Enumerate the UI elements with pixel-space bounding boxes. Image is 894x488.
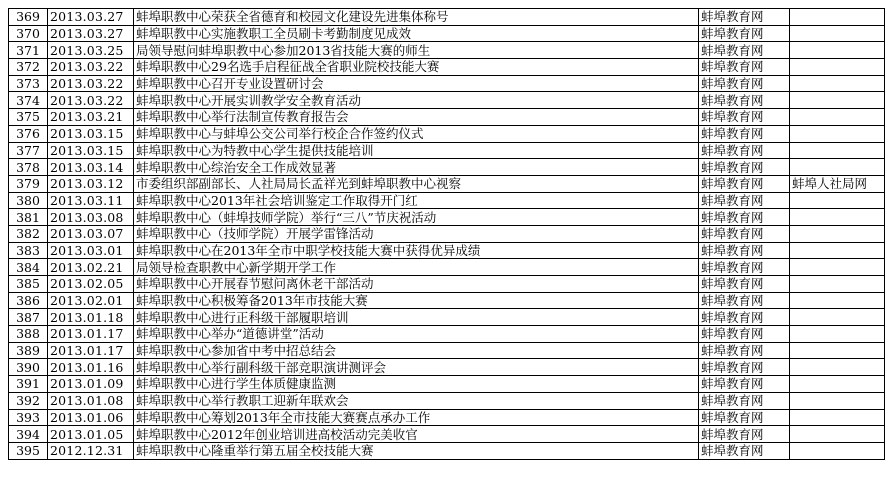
extra-source-cell[interactable] <box>790 259 885 276</box>
source-cell[interactable]: 蚌埠教育网 <box>699 109 790 126</box>
extra-source-cell[interactable] <box>790 292 885 309</box>
table-row <box>9 75 885 92</box>
row-number-cell[interactable]: 386 <box>9 292 48 309</box>
table-row <box>9 109 885 126</box>
source-cell[interactable]: 蚌埠教育网 <box>699 225 790 242</box>
table-row <box>9 175 885 192</box>
date-cell[interactable]: 2013.02.21 <box>48 259 134 276</box>
date-cell[interactable]: 2013.03.25 <box>48 42 134 59</box>
date-cell[interactable]: 2013.03.27 <box>48 25 134 42</box>
extra-source-cell[interactable] <box>790 9 885 26</box>
news-table <box>8 8 885 460</box>
source-cell[interactable]: 蚌埠教育网 <box>699 276 790 293</box>
extra-source-cell[interactable] <box>790 276 885 293</box>
title-cell[interactable]: 局领导慰问蚌埠职教中心参加2013省技能大赛的师生 <box>134 42 699 59</box>
extra-source-cell[interactable] <box>790 25 885 42</box>
extra-source-cell[interactable] <box>790 75 885 92</box>
title-cell[interactable]: 蚌埠职教中心实施教职工全员刷卡考勤制度见成效 <box>134 25 699 42</box>
title-cell[interactable]: 蚌埠职教中心进行学生体质健康监测 <box>134 376 699 393</box>
title-cell[interactable]: 蚌埠职教中心（技师学院）开展学雷锋活动 <box>134 225 699 242</box>
row-number-cell[interactable]: 378 <box>9 159 48 176</box>
title-cell[interactable]: 蚌埠职教中心举行副科级干部竞职演讲测评会 <box>134 359 699 376</box>
source-cell[interactable]: 蚌埠教育网 <box>699 409 790 426</box>
row-number-cell[interactable]: 394 <box>9 426 48 443</box>
table-row <box>9 442 885 459</box>
date-cell[interactable]: 2013.01.05 <box>48 426 134 443</box>
date-cell[interactable]: 2013.03.14 <box>48 159 134 176</box>
source-cell[interactable]: 蚌埠教育网 <box>699 59 790 76</box>
extra-source-cell[interactable] <box>790 326 885 343</box>
source-cell[interactable]: 蚌埠教育网 <box>699 309 790 326</box>
extra-source-cell[interactable] <box>790 109 885 126</box>
date-cell[interactable]: 2013.03.08 <box>48 209 134 226</box>
extra-source-cell[interactable] <box>790 409 885 426</box>
title-cell[interactable]: 蚌埠职教中心为特教中心学生提供技能培训 <box>134 142 699 159</box>
source-cell[interactable]: 蚌埠教育网 <box>699 292 790 309</box>
row-number-cell[interactable]: 382 <box>9 225 48 242</box>
row-number-cell[interactable]: 384 <box>9 259 48 276</box>
table-row <box>9 376 885 393</box>
extra-source-cell[interactable] <box>790 442 885 459</box>
table-row <box>9 142 885 159</box>
extra-source-cell[interactable] <box>790 42 885 59</box>
date-cell[interactable]: 2012.12.31 <box>48 442 134 459</box>
row-number-cell[interactable]: 385 <box>9 276 48 293</box>
date-cell[interactable]: 2013.03.11 <box>48 192 134 209</box>
date-cell[interactable]: 2013.03.12 <box>48 175 134 192</box>
extra-source-cell[interactable] <box>790 125 885 142</box>
table-row <box>9 326 885 343</box>
date-cell[interactable]: 2013.01.16 <box>48 359 134 376</box>
table-row <box>9 92 885 109</box>
source-cell[interactable]: 蚌埠教育网 <box>699 426 790 443</box>
row-number-cell[interactable]: 390 <box>9 359 48 376</box>
extra-source-cell[interactable] <box>790 192 885 209</box>
source-cell[interactable]: 蚌埠教育网 <box>699 342 790 359</box>
extra-source-cell[interactable] <box>790 225 885 242</box>
date-cell[interactable]: 2013.01.08 <box>48 392 134 409</box>
row-number-cell[interactable]: 393 <box>9 409 48 426</box>
row-number-cell[interactable]: 387 <box>9 309 48 326</box>
row-number-cell[interactable]: 380 <box>9 192 48 209</box>
source-cell[interactable]: 蚌埠教育网 <box>699 42 790 59</box>
row-number-cell[interactable]: 389 <box>9 342 48 359</box>
source-cell[interactable]: 蚌埠教育网 <box>699 159 790 176</box>
row-number-cell[interactable]: 376 <box>9 125 48 142</box>
table-row <box>9 209 885 226</box>
source-cell[interactable]: 蚌埠教育网 <box>699 9 790 26</box>
table-row <box>9 309 885 326</box>
title-cell[interactable]: 蚌埠职教中心召开专业设置研讨会 <box>134 75 699 92</box>
source-cell[interactable]: 蚌埠教育网 <box>699 92 790 109</box>
extra-source-cell[interactable] <box>790 392 885 409</box>
extra-source-cell[interactable] <box>790 142 885 159</box>
source-cell[interactable]: 蚌埠教育网 <box>699 259 790 276</box>
title-cell[interactable]: 蚌埠职教中心29名选手启程征战全省职业院校技能大赛 <box>134 59 699 76</box>
date-cell[interactable]: 2013.02.05 <box>48 276 134 293</box>
extra-source-cell[interactable] <box>790 92 885 109</box>
date-cell[interactable]: 2013.03.22 <box>48 92 134 109</box>
extra-source-cell[interactable] <box>790 242 885 259</box>
title-cell[interactable]: 蚌埠职教中心举行教职工迎新年联欢会 <box>134 392 699 409</box>
extra-source-cell[interactable] <box>790 159 885 176</box>
title-cell[interactable]: 蚌埠职教中心开展实训教学安全教育活动 <box>134 92 699 109</box>
table-row <box>9 25 885 42</box>
extra-source-cell[interactable] <box>790 359 885 376</box>
date-cell[interactable]: 2013.01.18 <box>48 309 134 326</box>
title-cell[interactable]: 蚌埠职教中心开展春节慰问离休老干部活动 <box>134 276 699 293</box>
table-row <box>9 125 885 142</box>
table-row <box>9 359 885 376</box>
extra-source-cell[interactable] <box>790 209 885 226</box>
date-cell[interactable]: 2013.03.01 <box>48 242 134 259</box>
row-number-cell[interactable]: 374 <box>9 92 48 109</box>
row-number-cell[interactable]: 381 <box>9 209 48 226</box>
source-cell[interactable]: 蚌埠教育网 <box>699 75 790 92</box>
table-row <box>9 276 885 293</box>
extra-source-cell[interactable] <box>790 376 885 393</box>
table-body <box>9 9 885 460</box>
title-cell[interactable]: 蚌埠职教中心2012年创业培训进高校活动完美收官 <box>134 426 699 443</box>
date-cell[interactable]: 2013.01.17 <box>48 342 134 359</box>
title-cell[interactable]: 蚌埠职教中心积极筹备2013年市技能大赛 <box>134 292 699 309</box>
table-row <box>9 42 885 59</box>
table-row <box>9 392 885 409</box>
title-cell[interactable]: 蚌埠职教中心荣获全省德育和校园文化建设先进集体称号 <box>134 9 699 26</box>
title-cell[interactable]: 局领导检查职教中心新学期开学工作 <box>134 259 699 276</box>
title-cell[interactable]: 蚌埠职教中心（蚌埠技师学院）举行“三八”节庆祝活动 <box>134 209 699 226</box>
row-number-cell[interactable]: 377 <box>9 142 48 159</box>
row-number-cell[interactable]: 373 <box>9 75 48 92</box>
source-cell[interactable]: 蚌埠教育网 <box>699 209 790 226</box>
title-cell[interactable]: 蚌埠职教中心参加省中考中招总结会 <box>134 342 699 359</box>
row-number-cell[interactable]: 375 <box>9 109 48 126</box>
table-row <box>9 59 885 76</box>
table-row <box>9 409 885 426</box>
title-cell[interactable]: 蚌埠职教中心筹划2013年全市技能大赛赛点承办工作 <box>134 409 699 426</box>
date-cell[interactable]: 2013.03.07 <box>48 225 134 242</box>
extra-source-cell[interactable] <box>790 309 885 326</box>
date-cell[interactable]: 2013.01.09 <box>48 376 134 393</box>
source-cell[interactable]: 蚌埠教育网 <box>699 442 790 459</box>
title-cell[interactable]: 蚌埠职教中心在2013年全市中职学校技能大赛中获得优异成绩 <box>134 242 699 259</box>
extra-source-cell[interactable] <box>790 342 885 359</box>
table-row <box>9 159 885 176</box>
title-cell[interactable]: 蚌埠职教中心进行正科级干部履职培训 <box>134 309 699 326</box>
extra-source-cell[interactable]: 蚌埠人社局网 <box>790 175 885 192</box>
extra-source-cell[interactable] <box>790 59 885 76</box>
row-number-cell[interactable]: 392 <box>9 392 48 409</box>
row-number-cell[interactable]: 369 <box>9 9 48 26</box>
source-cell[interactable]: 蚌埠教育网 <box>699 376 790 393</box>
title-cell[interactable]: 蚌埠职教中心2013年社会培训鉴定工作取得开门红 <box>134 192 699 209</box>
source-cell[interactable]: 蚌埠教育网 <box>699 192 790 209</box>
table-row <box>9 9 885 26</box>
source-cell[interactable]: 蚌埠教育网 <box>699 242 790 259</box>
date-cell[interactable]: 2013.03.22 <box>48 75 134 92</box>
row-number-cell[interactable]: 379 <box>9 175 48 192</box>
source-cell[interactable]: 蚌埠教育网 <box>699 25 790 42</box>
date-cell[interactable]: 2013.01.06 <box>48 409 134 426</box>
table-row <box>9 342 885 359</box>
row-number-cell[interactable]: 391 <box>9 376 48 393</box>
extra-source-cell[interactable] <box>790 426 885 443</box>
title-cell[interactable]: 蚌埠职教中心与蚌埠公交公司举行校企合作签约仪式 <box>134 125 699 142</box>
source-cell[interactable]: 蚌埠教育网 <box>699 392 790 409</box>
row-number-cell[interactable]: 372 <box>9 59 48 76</box>
source-cell[interactable]: 蚌埠教育网 <box>699 125 790 142</box>
table-row <box>9 192 885 209</box>
table-row <box>9 242 885 259</box>
source-cell[interactable]: 蚌埠教育网 <box>699 326 790 343</box>
row-number-cell[interactable]: 388 <box>9 326 48 343</box>
table-row <box>9 292 885 309</box>
table-row <box>9 225 885 242</box>
row-number-cell[interactable]: 370 <box>9 25 48 42</box>
date-cell[interactable]: 2013.01.17 <box>48 326 134 343</box>
date-cell[interactable]: 2013.03.27 <box>48 9 134 26</box>
row-number-cell[interactable]: 395 <box>9 442 48 459</box>
row-number-cell[interactable]: 371 <box>9 42 48 59</box>
row-number-cell[interactable]: 383 <box>9 242 48 259</box>
date-cell[interactable]: 2013.03.22 <box>48 59 134 76</box>
title-cell[interactable]: 蚌埠职教中心隆重举行第五届全校技能大赛 <box>134 442 699 459</box>
source-cell[interactable]: 蚌埠教育网 <box>699 175 790 192</box>
table-row <box>9 259 885 276</box>
source-cell[interactable]: 蚌埠教育网 <box>699 359 790 376</box>
date-cell[interactable]: 2013.03.15 <box>48 142 134 159</box>
title-cell[interactable]: 蚌埠职教中心举办“道德讲堂”活动 <box>134 326 699 343</box>
title-cell[interactable]: 蚌埠职教中心综治安全工作成效显著 <box>134 159 699 176</box>
title-cell[interactable]: 市委组织部副部长、人社局局长孟祥光到蚌埠职教中心视察 <box>134 175 699 192</box>
date-cell[interactable]: 2013.03.21 <box>48 109 134 126</box>
date-cell[interactable]: 2013.02.01 <box>48 292 134 309</box>
title-cell[interactable]: 蚌埠职教中心举行法制宣传教育报告会 <box>134 109 699 126</box>
source-cell[interactable]: 蚌埠教育网 <box>699 142 790 159</box>
date-cell[interactable]: 2013.03.15 <box>48 125 134 142</box>
table-row <box>9 426 885 443</box>
